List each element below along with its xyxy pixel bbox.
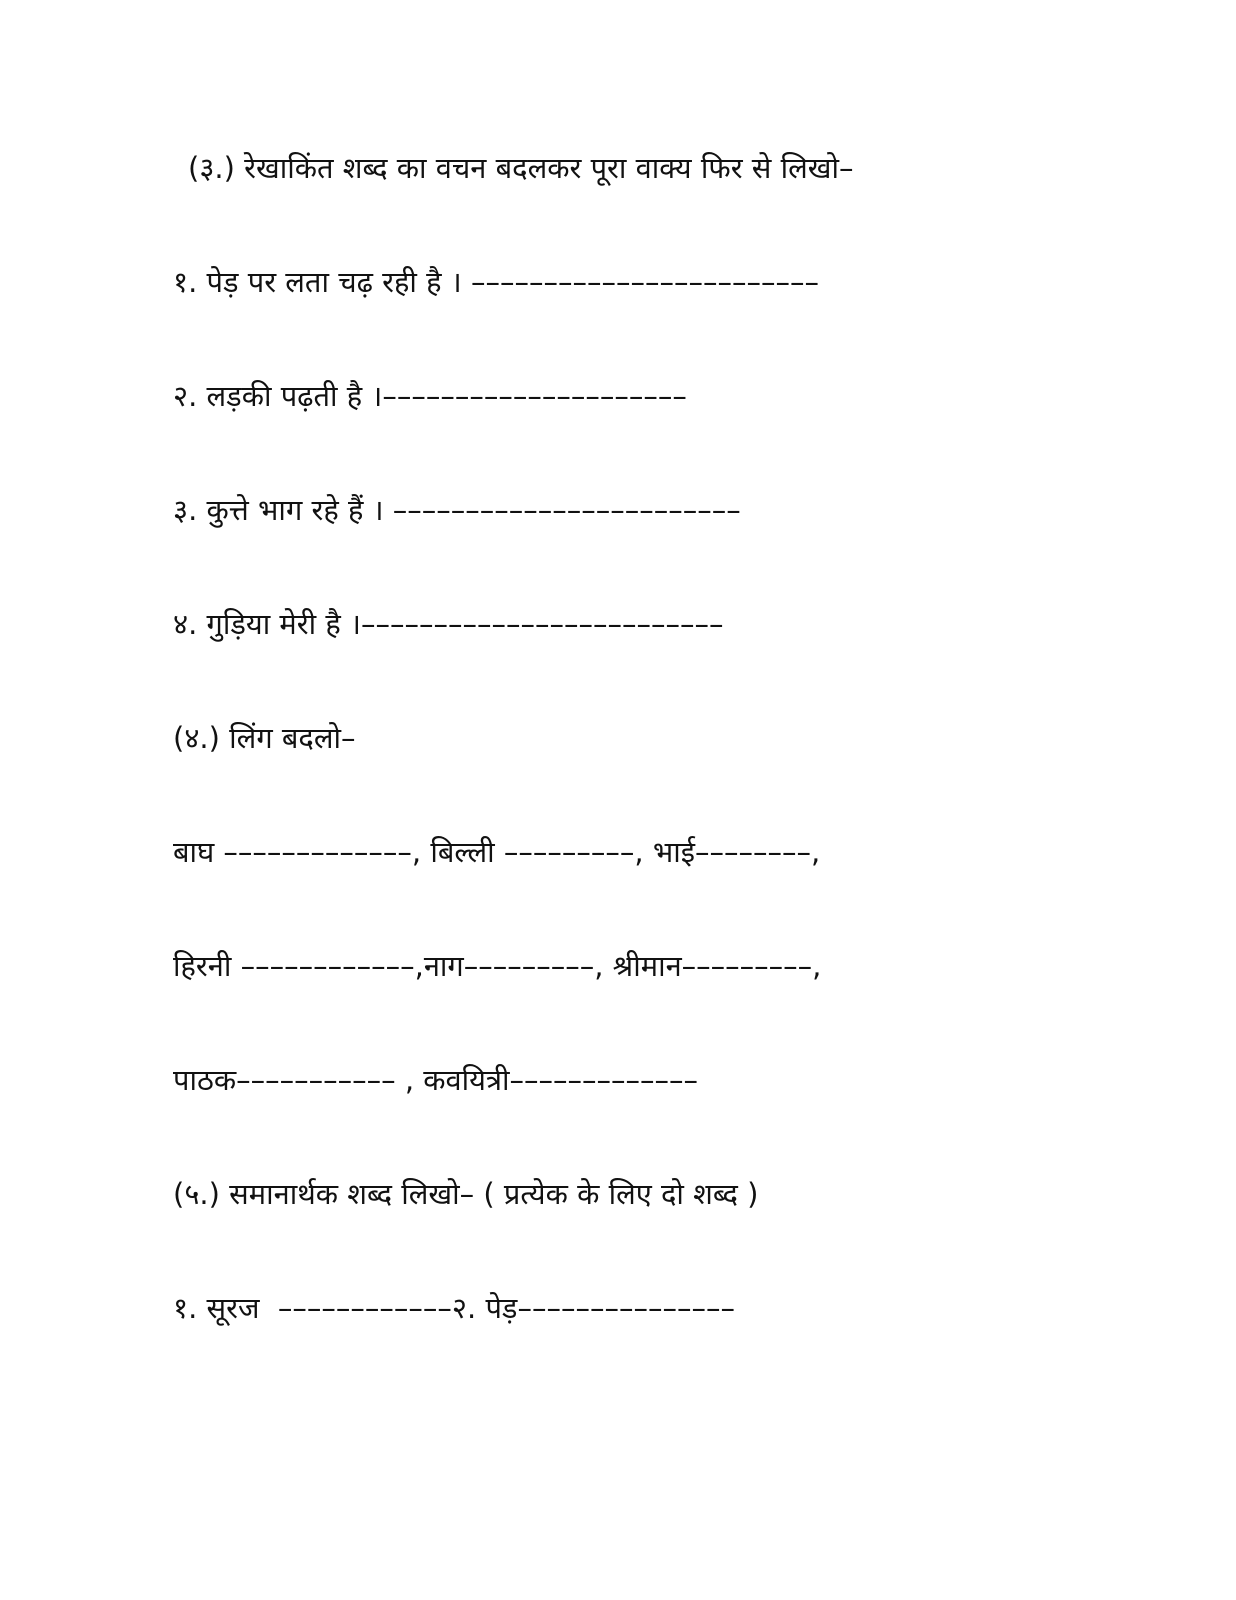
section-4-row-3: पाठक––––––––––– , कवयित्री––––––––––––– [173,1063,699,1097]
section-3-item-4: ४. गुड़िया मेरी है ।––––––––––––––––––––––––– [173,607,724,641]
section-5-items: १. सूरज ––––––––––––२. पेड़––––––––––––––– [173,1291,735,1325]
section-4-row-2: हिरनी ––––––––––––,नाग–––––––––, श्रीमान–––––––––, [173,949,822,983]
section-3-item-1: १. पेड़ पर लता चढ़ रही है । –––––––––––––––––––––––– [173,265,819,299]
section-3-heading: (३.) रेखाकिंत शब्द का वचन बदलकर पूरा वाक्य फिर से लिखो– [188,151,854,185]
section-4-row-1: बाघ –––––––––––––, बिल्ली –––––––––, भाई––––––––, [173,835,821,869]
section-5-heading: (५.) समानार्थक शब्द लिखो– ( प्रत्येक के लिए दो शब्द ) [173,1177,759,1211]
section-3-item-3: ३. कुत्ते भाग रहे हैं । –––––––––––––––––––––––– [173,493,741,527]
section-3-item-2: २. लड़की पढ़ती है ।––––––––––––––––––––– [173,379,687,413]
section-4-heading: (४.) लिंग बदलो– [173,721,356,755]
